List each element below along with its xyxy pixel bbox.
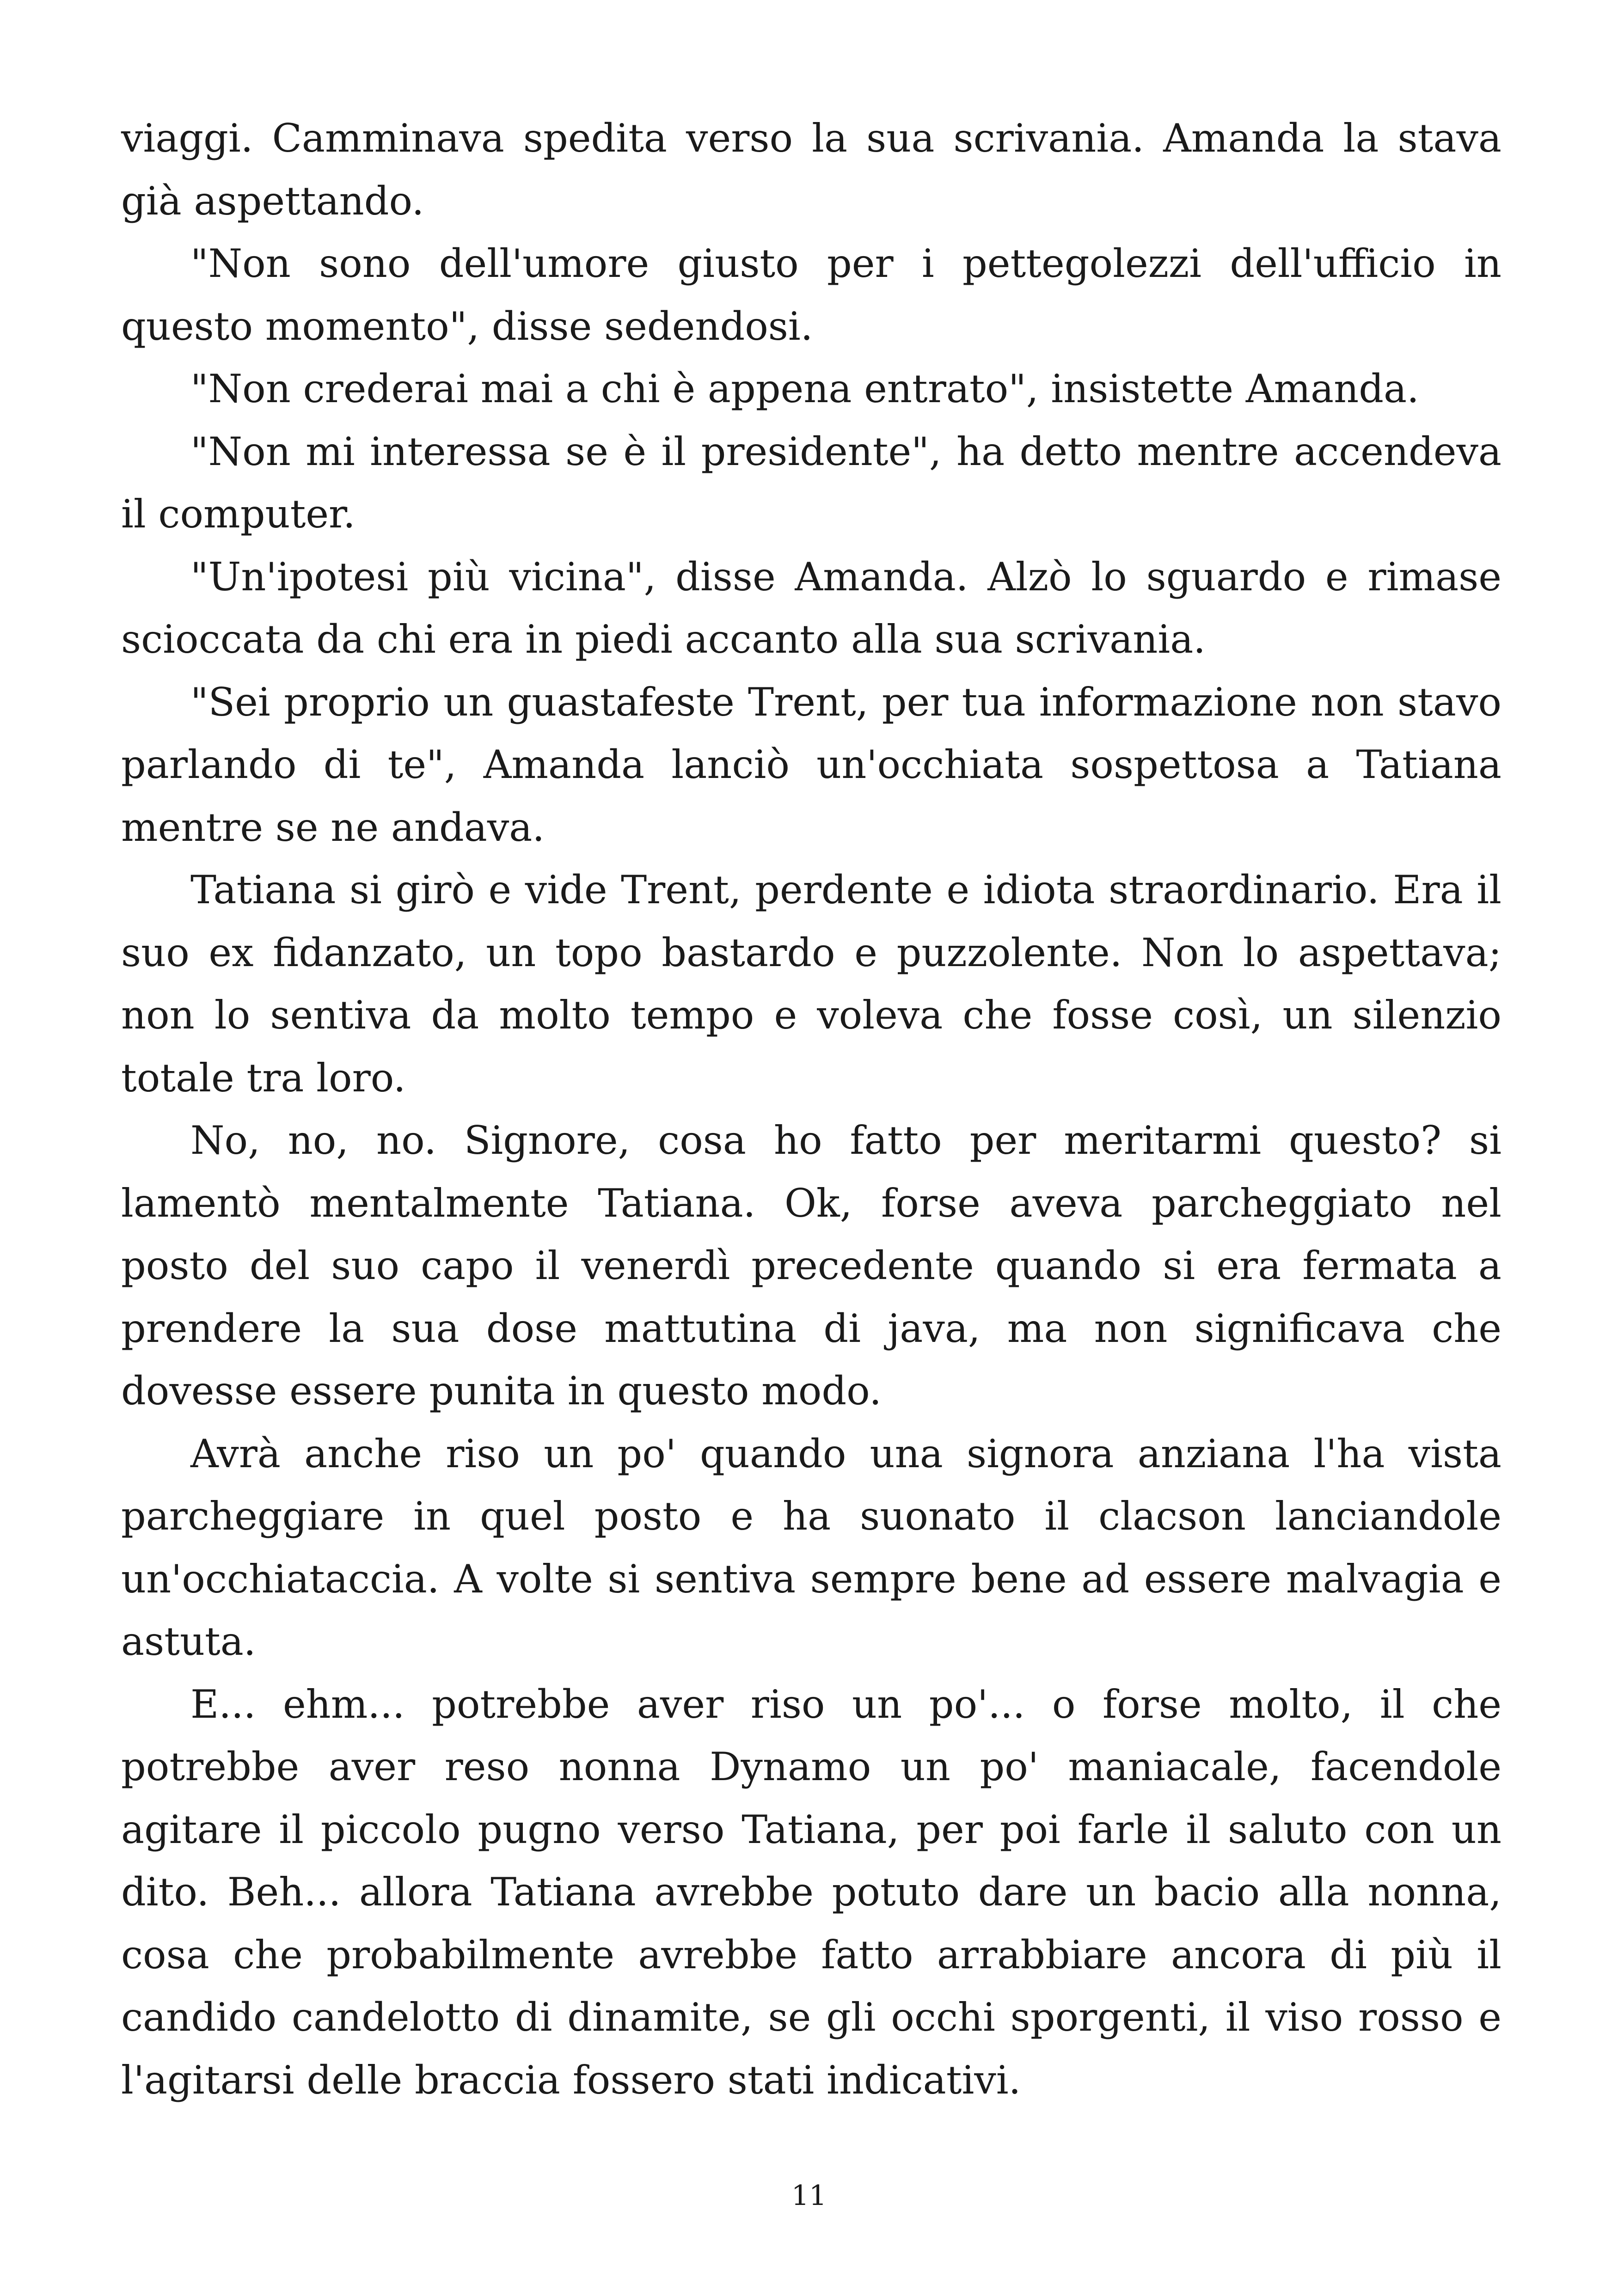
paragraph: "Non sono dell'umore giusto per i pettegolezzi dell'ufficio in questo momento", disse sedendosi. xyxy=(121,241,1502,349)
body-text xyxy=(121,107,1502,2112)
paragraph: "Non crederai mai a chi è appena entrato", insistette Amanda. xyxy=(190,366,1419,411)
paragraph: "Un'ipotesi più vicina", disse Amanda. Alzò lo sguardo e rimase scioccata da chi era in piedi accanto alla sua scrivania. xyxy=(121,554,1502,662)
page-number: 11 xyxy=(791,2180,827,2212)
paragraph: Tatiana si girò e vide Trent, perdente e idiota straordinario. Era il suo ex fidanzato, un topo bastardo e puzzolente. Non lo aspettava; non lo sentiva da molto tempo e voleva che fosse così, un silenzio totale tra loro. xyxy=(121,867,1502,1101)
paragraph: viaggi. Camminava spedita verso la sua scrivania. Amanda la stava già aspettando. xyxy=(121,116,1502,224)
paragraph: Avrà anche riso un po' quando una signora anziana l'ha vista parcheggiare in quel posto e ha suonato il clacson lanciandole un'occhiataccia. A volte si sentiva sempre bene ad essere malvagia e astuta. xyxy=(121,1431,1502,1664)
paragraph: "Non mi interessa se è il presidente", ha detto mentre accendeva il computer. xyxy=(121,429,1502,537)
paragraph: "Sei proprio un guastafeste Trent, per tua informazione non stavo parlando di te", Amanda lanciò un'occhiata sospettosa a Tatiana mentre se ne andava. xyxy=(121,679,1502,850)
paragraph: E... ehm... potrebbe aver riso un po'... o forse molto, il che potrebbe aver reso nonna Dynamo un po' maniacale, facendole agitare il piccolo pugno verso Tatiana, per poi farle il saluto con un dito. Beh... allora Tatiana avrebbe potuto dare un bacio alla nonna, cosa che probabilmente avrebbe fatto arrabbiare ancora di più il candido candelotto di dinamite, se gli occhi sporgenti, il viso rosso e l'agitarsi delle braccia fossero stati indicativi. xyxy=(121,1681,1502,2103)
paragraph: No, no, no. Signore, cosa ho fatto per meritarmi questo? si lamentò mentalmente Tatiana. Ok, forse aveva parcheggiato nel posto del suo capo il venerdì precedente quando si era fermata a prendere la sua dose mattutina di java, ma non significava che dovesse essere punita in questo modo. xyxy=(121,1118,1502,1414)
